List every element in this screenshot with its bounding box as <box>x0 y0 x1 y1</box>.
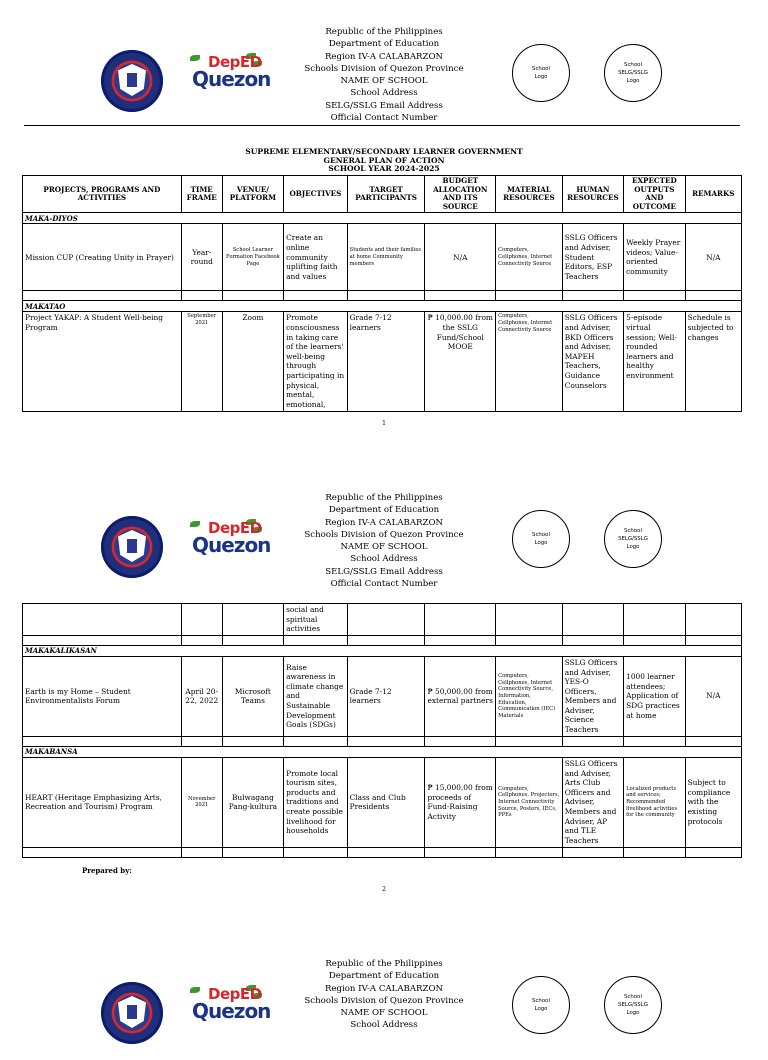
cell-expected: 1000 learner attendees; Application of SDG practices at home <box>624 656 685 736</box>
page-3 <box>0 932 768 1031</box>
selg-logo-placeholder <box>604 510 662 568</box>
header-line: Republic of the Philippines <box>325 959 443 969</box>
cell-target: Grade 7-12 learners <box>347 656 425 736</box>
header-line: Republic of the Philippines <box>325 27 443 37</box>
deped-logo-top-text: DepED <box>208 985 262 1003</box>
cell-project: HEART (Heritage Emphasizing Arts, Recreation and Tourism) Program <box>23 757 182 847</box>
cell-human: SSLG Officers and Adviser, YES-O Officers, Members and Adviser, Science Teachers <box>562 656 623 736</box>
column-header: VENUE/ PLATFORM <box>222 176 283 213</box>
plan-title-line: SCHOOL YEAR 2024-2025 <box>328 164 440 174</box>
deped-logo-top-text: DepED <box>208 519 262 537</box>
cell-material: Computers, Cellphones, Internet Connectivity Source, Information, Education, Communication (IEC) Materials <box>496 656 563 736</box>
cell-remarks: N/A <box>685 224 741 291</box>
category-label: MAKA-DIYOS <box>23 213 742 224</box>
school-logo-placeholder <box>512 44 570 102</box>
cell-objectives: social and spiritual activities <box>284 604 348 636</box>
column-header: EXPECTED OUTPUTS AND OUTCOME <box>624 176 685 213</box>
header-line: NAME OF SCHOOL <box>340 1008 428 1019</box>
header-line: School Address <box>350 1020 418 1031</box>
cell-expected: Weekly Prayer videos; Value-oriented community <box>624 224 685 291</box>
table-spacer-row <box>23 291 742 301</box>
school-logo-placeholder <box>512 510 570 568</box>
cell-objectives: Promote local tourism sites, products and traditions and create possible livelihood for households <box>284 757 348 847</box>
cell-time: April 20-22, 2022 <box>181 656 222 736</box>
cell-venue: School Learner Formation Facebook Page <box>222 224 283 291</box>
header-line: Official Contact Number <box>330 579 438 590</box>
cell-material: Computers, Cellphones, Projectors, Internet Connectivity Source, Posters, IECs, PPEs <box>496 757 563 847</box>
deped-logo-bottom-text: Quezon <box>192 67 271 91</box>
prepared-by-label: Prepared by: <box>82 866 132 875</box>
plan-title-block <box>0 148 768 174</box>
page-number: 1 <box>382 420 386 427</box>
cell-budget: N/A <box>425 224 496 291</box>
cell-human: SSLG Officers and Adviser, BKD Officers and Adviser, MAPEH Teachers, Guidance Counselors <box>562 312 623 412</box>
header-line: Schools Division of Quezon Province <box>304 63 464 74</box>
cell-target: Grade 7-12 learners <box>347 312 425 412</box>
cell-expected: 5-episode virtual session; Well-rounded learners and healthy environment <box>624 312 685 412</box>
cell-target: Class and Club Presidents <box>347 757 425 847</box>
column-header: BUDGET ALLOCATION AND ITS SOURCE <box>425 176 496 213</box>
page-header <box>0 0 768 128</box>
header-divider <box>24 125 740 126</box>
cell-time: November 2021 <box>181 757 222 847</box>
header-line: Department of Education <box>328 505 440 516</box>
school-logo-label: School Logo <box>532 998 550 1012</box>
school-logo-label: School Logo <box>532 66 550 80</box>
header-line: Region IV-A CALABARZON <box>324 51 444 62</box>
cell-objectives: Create an online community uplifting faith and values <box>284 224 348 291</box>
category-label: MAKABANSA <box>23 746 742 757</box>
header-line: Region IV-A CALABARZON <box>324 983 444 994</box>
cell-venue: Microsoft Teams <box>222 656 283 736</box>
table-spacer-row <box>23 847 742 857</box>
column-header: MATERIAL RESOURCES <box>496 176 563 213</box>
header-line: SELG/SSLG Email Address <box>325 566 443 577</box>
cell-budget: ₱ 10,000.00 from the SSLG Fund/School MOOE <box>425 312 496 412</box>
cell-human: SSLG Officers and Adviser, Student Editors, ESP Teachers <box>562 224 623 291</box>
table-header-row <box>23 176 742 213</box>
page-header <box>0 466 768 594</box>
category-row <box>23 746 742 757</box>
cell-project: Project YAKAP: A Student Well-being Program <box>23 312 182 412</box>
header-line: Region IV-A CALABARZON <box>324 517 444 528</box>
cell-target: Students and their families at home Community members <box>347 224 425 291</box>
table-row <box>23 656 742 736</box>
cell-budget: ₱ 15,000.00 from proceeds of Fund-Raising Activity <box>425 757 496 847</box>
header-line: Department of Education <box>328 971 440 982</box>
category-row <box>23 213 742 224</box>
school-logo-placeholder <box>512 976 570 1034</box>
category-row <box>23 301 742 312</box>
header-line: Schools Division of Quezon Province <box>304 995 464 1006</box>
cell-remarks: Schedule is subjected to changes <box>685 312 741 412</box>
table-row <box>23 604 742 636</box>
cell-time: Year-round <box>181 224 222 291</box>
table-spacer-row <box>23 635 742 645</box>
column-header: REMARKS <box>685 176 741 213</box>
table-row <box>23 312 742 412</box>
cell-venue: Zoom <box>222 312 283 412</box>
header-line: School Address <box>350 88 418 99</box>
cell-human: SSLG Officers and Adviser, Arts Club Officers and Adviser, Members and Adviser, AP and TLE Teachers <box>562 757 623 847</box>
deped-logo-bottom-text: Quezon <box>192 999 271 1023</box>
page-2 <box>0 466 768 893</box>
plan-title-line: SUPREME ELEMENTARY/SECONDARY LEARNER GOVERNMENT <box>245 147 523 156</box>
table-spacer-row <box>23 736 742 746</box>
cell-expected: Localized products and services; Recommended livelihood activities for the community <box>624 757 685 847</box>
header-line: NAME OF SCHOOL <box>340 542 428 553</box>
cell-remarks: Subject to compliance with the existing protocols <box>685 757 741 847</box>
plan-table-page2 <box>22 603 742 858</box>
selg-logo-placeholder <box>604 976 662 1034</box>
plan-table-page1 <box>22 175 742 412</box>
column-header: TIME FRAME <box>181 176 222 213</box>
page-1 <box>0 0 768 427</box>
header-line: Official Contact Number <box>330 113 438 124</box>
page-header <box>0 932 768 1060</box>
cell-objectives: Raise awareness in climate change and Sustainable Development Goals (SDGs) <box>284 656 348 736</box>
column-header: OBJECTIVES <box>284 176 348 213</box>
deped-logo-bottom-text: Quezon <box>192 533 271 557</box>
header-line: Department of Education <box>328 39 440 50</box>
plan-title-line: GENERAL PLAN OF ACTION <box>323 155 445 165</box>
cell-material: Computers, Cellphones, Internet Connectivity Source <box>496 312 563 412</box>
column-header: HUMAN RESOURCES <box>562 176 623 213</box>
header-line: Republic of the Philippines <box>325 493 443 503</box>
header-line: SELG/SSLG Email Address <box>325 100 443 111</box>
school-logo-label: School Logo <box>532 532 550 546</box>
column-header: PROJECTS, PROGRAMS AND ACTIVITIES <box>23 176 182 213</box>
cell-project: Earth is my Home – Student Environmentalists Forum <box>23 656 182 736</box>
cell-objectives: Promote consciousness in taking care of the learners' well-being through participating in physical, mental, emotional, <box>284 312 348 412</box>
selg-logo-label: School SELG/SSLG Logo <box>618 994 648 1016</box>
column-header: TARGET PARTICIPANTS <box>347 176 425 213</box>
table-row <box>23 224 742 291</box>
category-row <box>23 645 742 656</box>
deped-logo-top-text: DepED <box>208 53 262 71</box>
table-row <box>23 757 742 847</box>
selg-logo-label: School SELG/SSLG Logo <box>618 528 648 550</box>
cell-budget: ₱ 50,000.00 from external partners <box>425 656 496 736</box>
cell-material: Computers, Cellphones, Internet Connectivity Source <box>496 224 563 291</box>
cell-remarks: N/A <box>685 656 741 736</box>
header-line: Schools Division of Quezon Province <box>304 529 464 540</box>
cell-project: Mission CUP (Creating Unity in Prayer) <box>23 224 182 291</box>
header-line: School Address <box>350 554 418 565</box>
cell-venue: Bulwagang Pang-kultura <box>222 757 283 847</box>
page-number: 2 <box>382 886 386 893</box>
selg-logo-label: School SELG/SSLG Logo <box>618 62 648 84</box>
cell-time: September 2021 <box>181 312 222 412</box>
category-label: MAKAKALIKASAN <box>23 645 742 656</box>
header-line: NAME OF SCHOOL <box>340 76 428 87</box>
category-label: MAKATAO <box>23 301 742 312</box>
selg-logo-placeholder <box>604 44 662 102</box>
